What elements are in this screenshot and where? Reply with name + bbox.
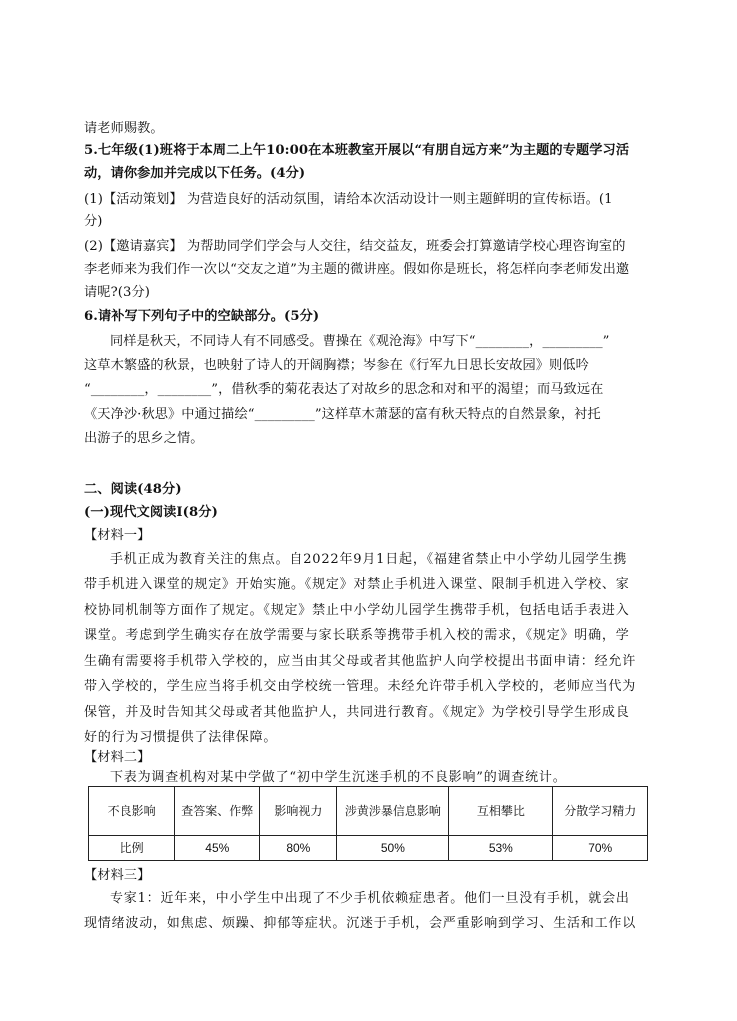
text-line: 手机正成为教育关注的焦点。自2022年9月1日起，《福建省禁止中小学幼儿园学生携 [110,552,628,567]
text-line: 好的行为习惯提供了法律保障。 [84,730,278,745]
text-line: 校协同机制等方面作了规定。《规定》禁止中小学幼儿园学生携带手机，包括电话手表进入 [84,603,630,618]
text-line: 带手机进入课堂的规定》开始实施。《规定》对禁止手机进入课堂、限制手机进入学校、家 [84,577,630,592]
text-line: 这草木繁盛的秋景，也映射了诗人的开阔胸襟；岑参在《行军九日思长安故园》则低吟 [84,358,589,373]
table-header-cell: 影响视力 [260,787,337,836]
table-cell: 70% [553,836,648,861]
text-line: (一)现代文阅读Ⅰ(8分) [84,505,218,520]
text-line: 6.请补写下列句子中的空缺部分。(5分) [84,309,320,324]
text-line: 《天净沙·秋思》中通过描绘“_________”这样草木萧瑟的富有秋天特点的自然景象，衬托 [84,407,601,422]
text-line: 现情绪波动，如焦虑、烦躁、抑郁等症状。沉迷于手机，会严重影响到学习、生活和工作以 [84,916,637,931]
text-line: 【材料二】 [84,750,151,765]
text-line: 保管，并及时告知其父母或者其他监护人，共同进行教育。《规定》为学校引导学生形成良 [84,705,630,720]
text-line: 【材料一】 [84,528,151,543]
text-line: 下表为调查机构对某中学做了“初中学生沉迷手机的不良影响”的调查统计。 [110,770,567,785]
table-cell: 53% [449,836,553,861]
text-line: 专家1：近年来，中小学生中出现了不少手机依赖症患者。他们一旦没有手机，就会出 [110,891,630,906]
table-cell: 45% [175,836,260,861]
text-line: 带入学校的，学生应当将手机交由学校统一管理。未经允许带手机入学校的，老师应当代为 [84,679,637,694]
table-cell: 比例 [89,836,175,861]
table-header-cell: 分散学习精力 [553,787,648,836]
text-line: 请老师赐教。 [84,121,164,136]
text-line: 课堂。考虑到学生确实存在放学需要与家长联系等携带手机入校的需求，《规定》明确，学 [84,628,630,643]
table-header-cell: 涉黄涉暴信息影响 [337,787,449,836]
text-line: 请呢?(3分) [84,285,151,300]
table-row [89,836,648,861]
table-header-cell: 不良影响 [89,787,175,836]
text-line: 【材料三】 [84,868,151,883]
text-line: 生确有需要将手机带入学校的，应当由其父母或者其他监护人向学校提出书面申请：经允许 [84,654,637,669]
text-line: (1)【活动策划】 为营造良好的活动氛围，请给本次活动设计一则主题鲜明的宣传标语。(1 [84,192,613,207]
text-line: 李老师来为我们作一次以“交友之道”为主题的微讲座。假如你是班长，将怎样向李老师发出邀 [84,262,630,277]
survey-table [88,786,648,861]
text-line: “________，________”，借秋季的菊花表达了对故乡的思念和对和平的渴望；而马致远在 [84,382,604,397]
table-cell: 80% [260,836,337,861]
text-line: 分) [84,214,103,229]
table-header-cell: 互相攀比 [449,787,553,836]
text-line: 5.七年级(1)班将于本周二上午10:00在本班教室开展以“有朋自远方来”为主题的专题学习活 [84,143,630,158]
table-cell: 50% [337,836,449,861]
table-header-cell: 查答案、作弊 [175,787,260,836]
text-line: (2)【邀请嘉宾】 为帮助同学们学会与人交往，结交益友，班委会打算邀请学校心理咨询室的 [84,239,626,254]
text-line: 二、阅读(48分) [84,482,182,497]
table-header-row [89,787,648,836]
text-line: 出游子的思乡之情。 [84,431,204,446]
text-line: 同样是秋天，不同诗人有不同感受。曹操在《观沧海》中写下“________，_________” [110,334,610,349]
text-line: 动，请你参加并完成以下任务。(4分) [84,166,306,181]
